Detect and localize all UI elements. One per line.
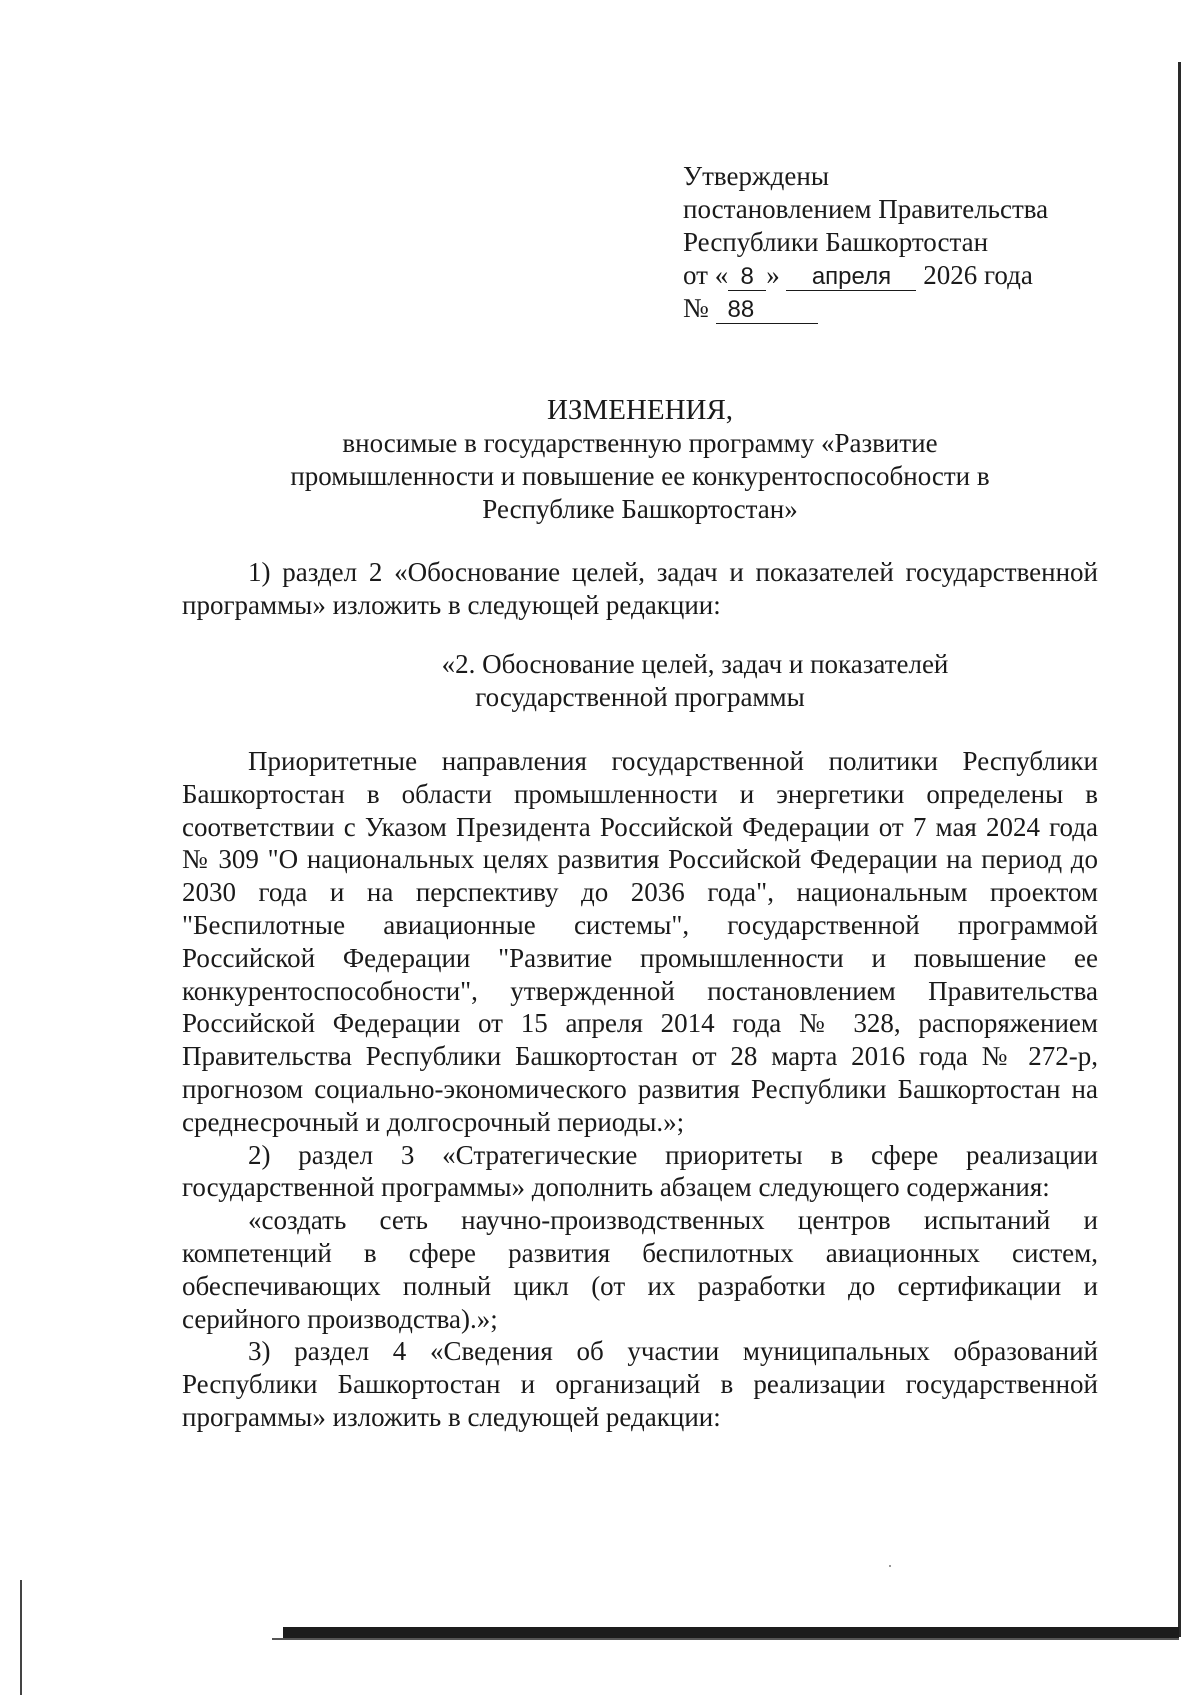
approval-number-line	[683, 292, 1048, 325]
scan-edge-right	[1178, 62, 1181, 1637]
document-title: ИЗМЕНЕНИЯ,	[546, 394, 734, 426]
scan-edge-left	[20, 1580, 22, 1695]
section-2-title-line-1: «2. Обоснование целей, задач и показателей	[441, 649, 949, 679]
document-subtitle-line-3: Республике Башкортостан»	[482, 494, 798, 524]
approval-approved: Утверждены	[683, 161, 829, 191]
approval-year: 2026 года	[923, 260, 1033, 290]
item-1-block	[182, 556, 1098, 622]
scan-speck	[889, 1565, 891, 1567]
approval-by-decree: постановлением Правительства	[683, 194, 1049, 224]
approval-day: 8	[728, 264, 766, 291]
scan-edge-bottom-line	[272, 1638, 1179, 1640]
document-subtitle-line-1: вносимые в государственную программу «Развитие	[342, 428, 938, 458]
section-2-title-line-2: государственной программы	[475, 682, 805, 712]
body-paragraphs	[182, 745, 1098, 1434]
approval-date-mid: »	[766, 260, 780, 290]
document-subtitle	[182, 427, 1098, 526]
item-1-paragraph: 1) раздел 2 «Обоснование целей, задач и показателей государственной программы» изложить в следующей редакции:	[182, 557, 1098, 620]
approval-number: 88	[716, 297, 818, 324]
paragraph-priorities: Приоритетные направления государственной политики Республики Башкортостан в области промышленности и энергетики определены в соответствии с Указом Президента Российской Федерации от 7 мая 2024 года № 309 "О национальных целях развития Российской Федерации на период до 2030 года и на перспективу до 2036 года", национальным проектом "Беспилотные авиационные системы", государственной программой Российской Федерации "Развитие промышленности и повышение ее конкурентоспособности", утвержденной постановлением Правительства Российской Федерации от 15 апреля 2014 года № 328, распоряжением Правительства Республики Башкортостан от 28 марта 2016 года № 272-р, прогнозом социально-экономического развития Республики Башкортостан на среднесрочный и долгосрочный периоды.»;	[182, 746, 1098, 1137]
paragraph-item-3: 3) раздел 4 «Сведения об участии муниципальных образований Республики Башкортостан и организаций в реализации государственной программы» изложить в следующей редакции:	[182, 1336, 1098, 1432]
paragraph-quote: «создать сеть научно-производственных центров испытаний и компетенций в сфере развития беспилотных авиационных систем, обеспечивающих полный цикл (от их разработки до сертификации и серийного производства).»;	[182, 1205, 1098, 1334]
paragraph-item-2: 2) раздел 3 «Стратегические приоритеты в сфере реализации государственной программы» дополнить абзацем следующего содержания:	[182, 1139, 1098, 1203]
approval-republic: Республики Башкортостан	[683, 227, 989, 257]
approval-date	[683, 259, 1048, 292]
approval-date-prefix: от «	[683, 260, 729, 290]
approval-block	[683, 160, 1048, 325]
section-2-title	[182, 648, 1098, 714]
approval-month: апреля	[786, 264, 916, 291]
document-subtitle-line-2: промышленности и повышение ее конкурентоспособности в	[290, 461, 990, 491]
approval-number-prefix: №	[683, 293, 709, 323]
